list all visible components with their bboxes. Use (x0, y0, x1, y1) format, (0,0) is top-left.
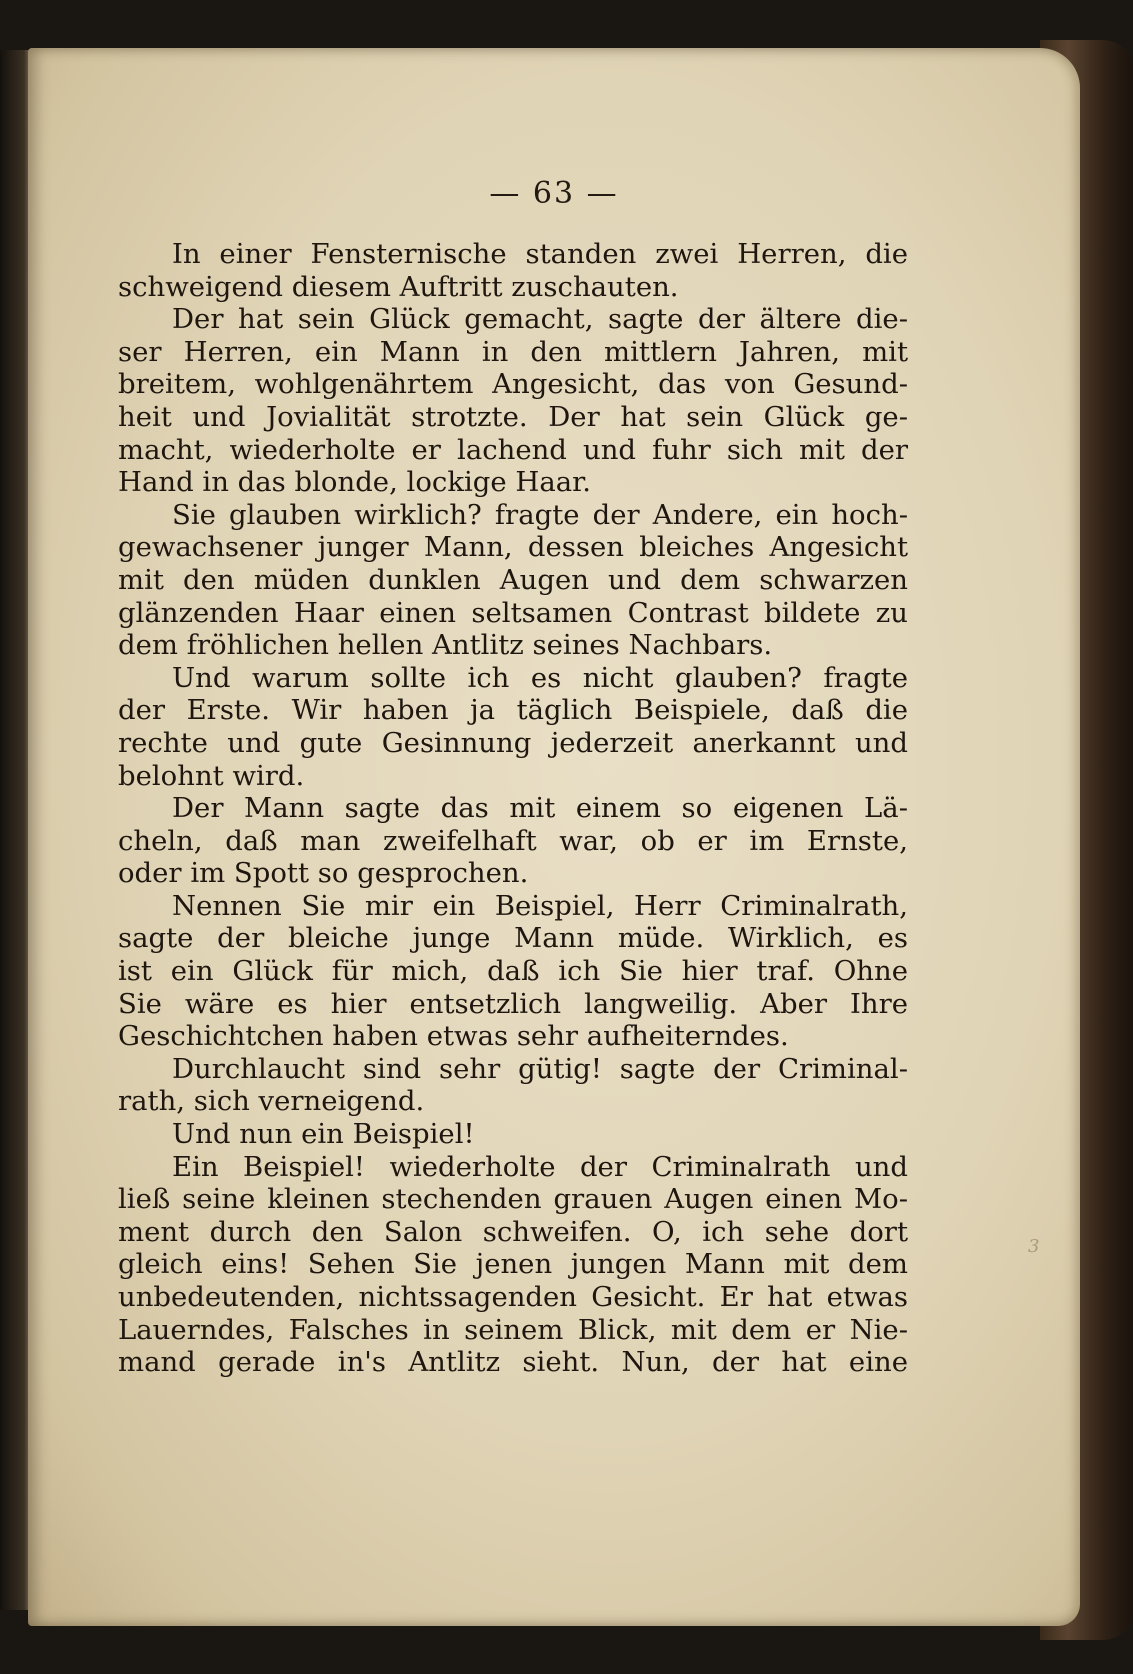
text-line: unbedeutenden, nichtssagenden Gesicht. Er hat etwas (118, 1281, 908, 1313)
text-line: gleich eins! Sehen Sie jenen jungen Mann mit dem (118, 1248, 908, 1281)
text-line: oder im Spott so gesprochen. (118, 857, 529, 890)
text-line: Hand in das blonde, lockige Haar. (118, 466, 592, 499)
text-line: Lauerndes, Falsches in seinem Blick, mit dem er Nie- (118, 1313, 908, 1346)
text-line: mit den müden dunklen Augen und dem schwarzen (118, 563, 908, 596)
text-line: belohnt wird. (118, 759, 305, 792)
text-line: Sie glauben wirklich? fragte der Andere, ein hoch- (172, 498, 908, 531)
text-line: ser Herren, ein Mann in den mittlern Jahren, mit (118, 335, 908, 368)
text-line: rechte und gute Gesinnung jederzeit anerkannt und (118, 726, 908, 759)
text-line: sagte der bleiche junge Mann müde. Wirklich, es (118, 922, 908, 955)
text-line: dem fröhlichen hellen Antlitz seines Nachbars. (118, 629, 773, 662)
text-line: Ein Beispiel! wiederholte der Criminalrath und (172, 1150, 908, 1183)
text-line: ließ seine kleinen stechenden grauen Augen einen Mo- (118, 1183, 908, 1216)
body-text (118, 238, 908, 1379)
text-line: Sie wäre es hier entsetzlich langweilig. Aber Ihre (118, 987, 908, 1020)
text-line: Nennen Sie mir ein Beispiel, Herr Criminalrath, (172, 889, 908, 922)
text-line: Durchlaucht sind sehr gütig! sagte der Criminal- (172, 1052, 908, 1085)
text-line: heit und Jovialität strotzte. Der hat sein Glück ge- (118, 400, 908, 433)
text-line: ment durch den Salon schweifen. O, ich sehe dort (118, 1215, 908, 1248)
text-line: In einer Fensternische standen zwei Herren, die (172, 238, 908, 270)
pencil-annotation: 3 (1028, 1236, 1040, 1257)
text-line: breitem, wohlgenährtem Angesicht, das von Gesund- (118, 368, 908, 401)
text-line: Der Mann sagte das mit einem so eigenen Lä- (172, 792, 908, 825)
text-line: macht, wiederholte er lachend und fuhr sich mit der (118, 433, 908, 466)
text-line: Und warum sollte ich es nicht glauben? fragte (172, 661, 908, 694)
text-line: schweigend diesem Auftritt zuschauten. (118, 270, 679, 303)
text-line: gewachsener junger Mann, dessen bleiches Angesicht (118, 531, 908, 564)
text-line: der Erste. Wir haben ja täglich Beispiele, daß die (118, 694, 908, 727)
text-line: Und nun ein Beispiel! (172, 1118, 475, 1151)
text-line: Geschichtchen haben etwas sehr aufheiterndes. (118, 1020, 789, 1053)
text-line: Der hat sein Glück gemacht, sagte der ältere die- (172, 303, 908, 336)
page-number: — 63 — (489, 176, 619, 211)
text-line: glänzenden Haar einen seltsamen Contrast bildete zu (118, 596, 908, 629)
book-page (28, 48, 1080, 1626)
text-line: ist ein Glück für mich, daß ich Sie hier traf. Ohne (118, 955, 908, 988)
text-line: rath, sich verneigend. (118, 1085, 425, 1118)
text-line: cheln, daß man zweifelhaft war, ob er im Ernste, (118, 824, 908, 857)
text-line: mand gerade in's Antlitz sieht. Nun, der hat eine (118, 1346, 908, 1379)
